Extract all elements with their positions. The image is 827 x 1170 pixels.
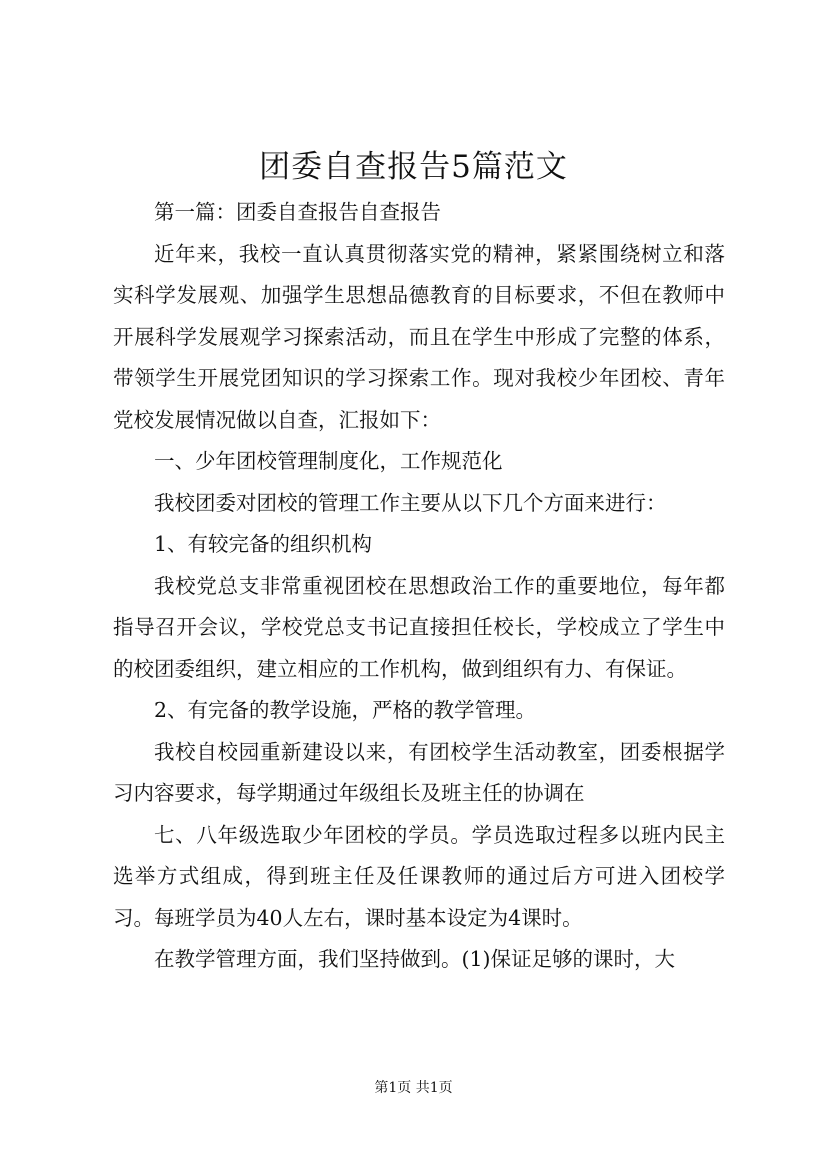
body-paragraph: 近年来，我校一直认真贯彻落实党的精神，紧紧围绕树立和落实科学发展观、加强学生思想品德教育的目标要求，不但在教师中开展科学发展观学习探索活动，而且在学生中形成了完整的体系，带领学生开展党团知识的学习探索工作。现对我校少年团校、青年党校发展情况做以自查，汇报如下：: [113, 241, 725, 432]
list-item-heading: 2、有完备的教学设施，严格的教学管理。: [154, 698, 537, 722]
body-paragraph: 七、八年级选取少年团校的学员。学员选取过程多以班内民主选举方式组成，得到班主任及任课教师的通过后方可进入团校学习。每班学员为40人左右，课时基本设定为4课时。: [113, 822, 725, 930]
body-paragraph: 我校自校园重新建设以来，有团校学生活动教室，团委根据学习内容要求，每学期通过年级组长及班主任的协调在: [113, 739, 725, 805]
list-item-heading: 1、有较完备的组织机构: [154, 532, 373, 556]
subsection-heading: 一、少年团校管理制度化，工作规范化: [154, 449, 503, 473]
body-paragraph: 我校团委对团校的管理工作主要从以下几个方面来进行：: [154, 490, 667, 515]
page-footer: 第1页 共1页: [374, 1080, 453, 1096]
document-body: [113, 192, 725, 981]
body-paragraph: 我校党总支非常重视团校在思想政治工作的重要地位，每年都指导召开会议，学校党总支书记直接担任校长，学校成立了学生中的校团委组织，建立相应的工作机构，做到组织有力、有保证。: [113, 573, 725, 681]
document-title: 团委自查报告5篇范文: [259, 149, 568, 185]
body-paragraph: 在教学管理方面，我们坚持做到。(1)保证足够的课时，大: [154, 947, 676, 971]
section-heading: 第一篇：团委自查报告自查报告: [154, 200, 441, 224]
